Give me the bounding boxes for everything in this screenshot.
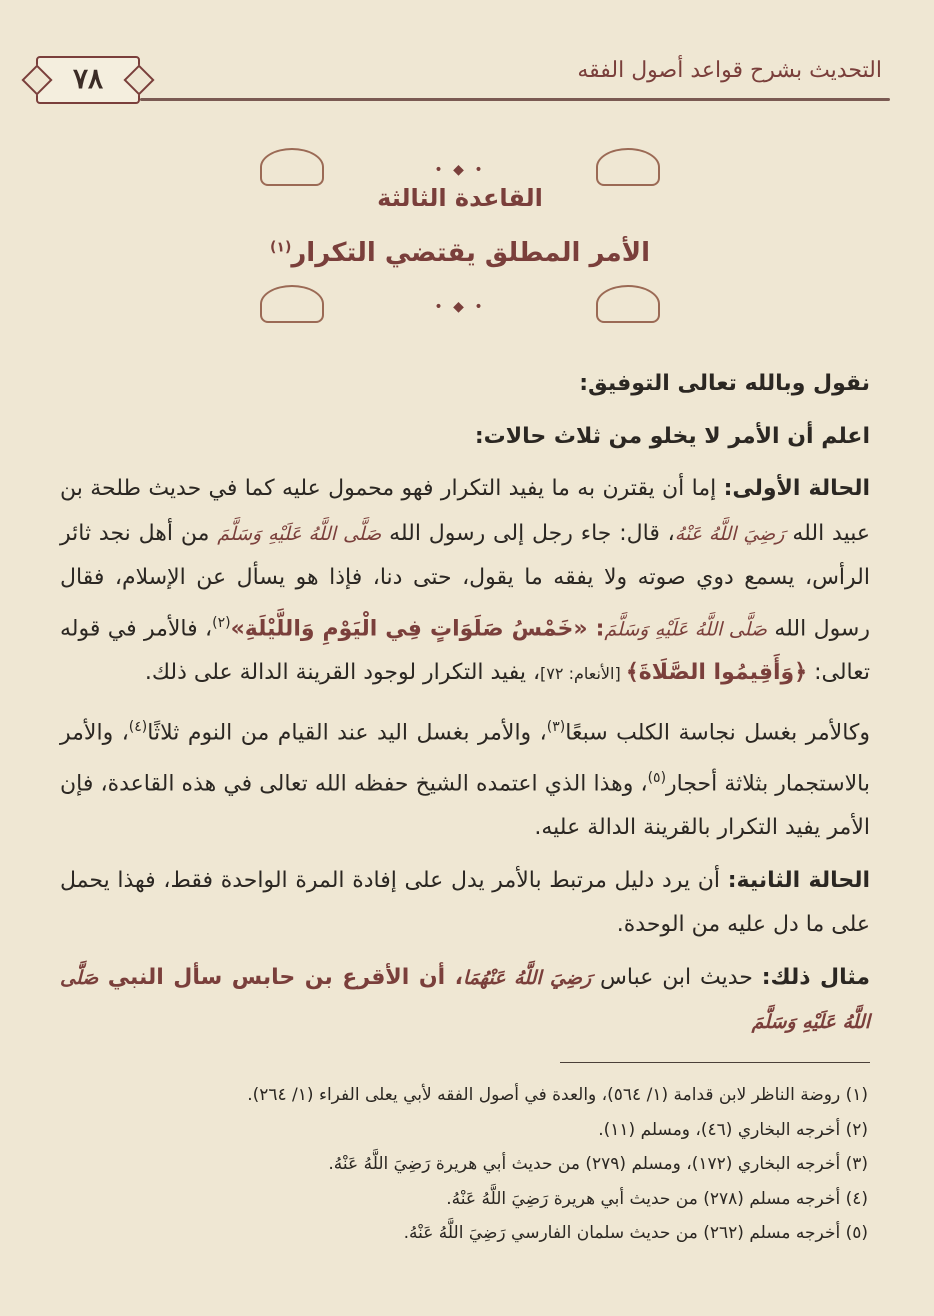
page-number: ٧٨ (72, 62, 104, 95)
footnote-ref: (٤) (128, 718, 148, 735)
examples-paragraph (60, 705, 870, 851)
footnote-item: (٤) أخرجه مسلم (٢٧٨) من حديث أبي هريرة رَضِيَ اللَّهُ عَنْهُ. (446, 1188, 868, 1209)
top-ornament (250, 148, 670, 188)
book-title: التحديث بشرح قواعد أصول الفقه (577, 58, 882, 83)
case-two-paragraph (60, 859, 870, 948)
honorific: رَضِيَ اللَّهُ عَنْهُمَا (463, 966, 592, 989)
footnote-ref: (٢) (212, 614, 231, 631)
text-span: ، أن الأقرع بن حابس سأل النبي (98, 964, 463, 990)
quran-verse: ﴿وَأَقِيمُوا الصَّلَاةَ﴾ (625, 660, 808, 686)
text-span: ، والأمر بغسل اليد عند القيام من النوم ثلاثًا (147, 720, 547, 746)
footnote-item: (١) روضة الناظر لابن قدامة (١/ ٥٦٤)، والعدة في أصول الفقه لأبي يعلى الفراء (١/ ٢٦٤). (247, 1085, 868, 1105)
text-span: ، قال: جاء رجل إلى رسول الله (381, 520, 675, 546)
example-label: مثال ذلك: (761, 964, 871, 990)
text-span: أن يرد دليل مرتبط بالأمر يدل على إفادة المرة الواحدة فقط، فهذا يحمل على ما دل عليه من الوحدة. (60, 867, 870, 938)
footnote-item: (٥) أخرجه مسلم (٢٦٢) من حديث سلمان الفارسي رَضِيَ اللَّهُ عَنْهُ. (403, 1223, 868, 1243)
rule-title: القاعدة الثالثة (377, 184, 543, 212)
footnotes (70, 1078, 868, 1251)
rule-subtitle-text: الأمر المطلق يقتضي التكرار (291, 238, 650, 268)
footnote-ref: (٥) (647, 769, 667, 786)
honorific: صَلَّى اللَّهُ عَلَيْهِ وَسَلَّمَ (604, 617, 767, 640)
text-span: ، والأمر بالاستجمار بثلاثة أحجار (60, 720, 870, 796)
text-span: ، يفيد التكرار لوجود القرينة الدالة على ذلك. (144, 660, 541, 686)
footnote-ref: (١) (269, 239, 292, 256)
swirl-ornament-icon (260, 285, 324, 323)
footnote-separator (560, 1062, 870, 1063)
title-ornament-block (250, 140, 670, 330)
header-rule (140, 98, 890, 101)
honorific: رَضِيَ اللَّهُ عَنْهُ (674, 522, 785, 545)
verse-reference: [الأنعام: ٧٢] (540, 664, 626, 684)
text-span: ، فالأمر في قوله تعالى: (60, 615, 870, 686)
text-span: من أهل نجد ثائر الرأس، يسمع دوي صوته ولا يفقه ما يقول، حتى دنا، فإذا هو يسأل عن الإسلام، فقال رسول الله (60, 520, 870, 641)
page-number-frame (36, 56, 140, 104)
body-text (60, 362, 870, 1053)
intro-paragraph: نقول وبالله تعالى التوفيق: (579, 371, 870, 396)
text-span: حديث ابن عباس (591, 964, 762, 990)
ornament-dots: • ◆ • (434, 299, 486, 315)
text-span: ، وهذا الذي اعتمده الشيخ حفظه الله تعالى في هذه القاعدة، فإن الأمر يفيد التكرار بالقرينة الدالة عليه. (60, 770, 870, 841)
page-header (30, 52, 890, 112)
ornament-dots: • ◆ • (434, 162, 486, 178)
swirl-ornament-icon (596, 148, 660, 186)
case-one-paragraph (60, 467, 870, 697)
honorific: صَلَّى اللَّهُ عَلَيْهِ وَسَلَّمَ (217, 522, 382, 545)
swirl-ornament-icon (260, 148, 324, 186)
rule-subtitle (250, 238, 670, 268)
text-span: وكالأمر بغسل نجاسة الكلب سبعًا (565, 720, 870, 746)
swirl-ornament-icon (596, 285, 660, 323)
hadith-quote: : «خَمْسُ صَلَوَاتٍ فِي الْيَوْمِ وَاللَّيْلَةِ» (230, 615, 605, 641)
case-label: الحالة الأولى: (723, 476, 870, 501)
footnote-item: (٣) أخرجه البخاري (١٧٢)، ومسلم (٢٧٩) من حديث أبي هريرة رَضِيَ اللَّهُ عَنْهُ. (328, 1154, 868, 1174)
case-label: الحالة الثانية: (727, 867, 870, 893)
text-span: إما أن يقترن به ما يفيد التكرار فهو محمول عليه كما في حديث طلحة بن عبيد الله (60, 476, 871, 546)
example-paragraph (60, 956, 870, 1045)
footnote-item: (٢) أخرجه البخاري (٤٦)، ومسلم (١١). (598, 1119, 868, 1140)
bottom-ornament (250, 285, 670, 325)
honorific: صَلَّى اللَّهُ عَلَيْهِ وَسَلَّمَ (60, 966, 870, 1034)
footnote-ref: (٣) (546, 718, 566, 735)
cases-intro-paragraph: اعلم أن الأمر لا يخلو من ثلاث حالات: (474, 423, 870, 449)
